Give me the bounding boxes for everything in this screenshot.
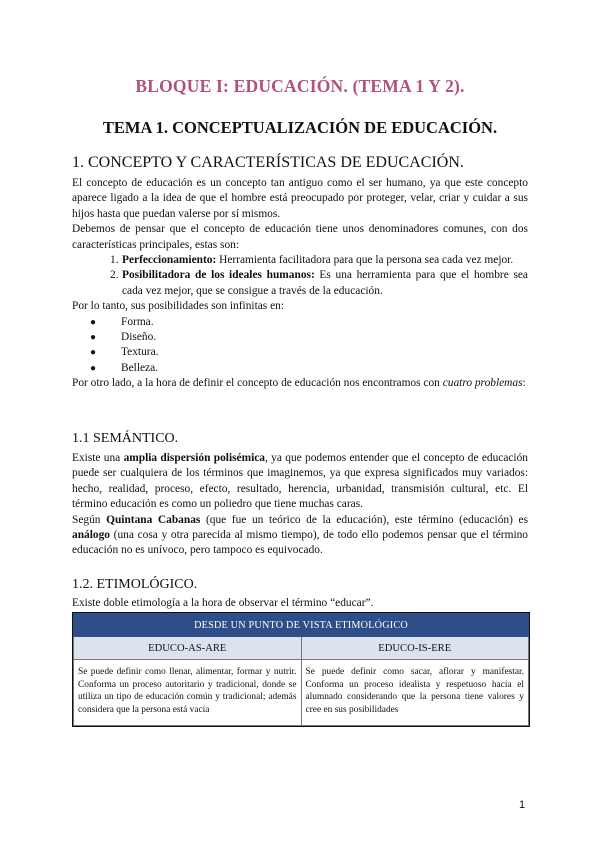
list-text: Herramienta facilitadora para que la persona sea cada vez mejor. <box>216 254 514 267</box>
section-1-heading: 1. CONCEPTO Y CARACTERÍSTICAS DE EDUCACIÓN. <box>72 154 464 171</box>
list-item: ● Diseño. <box>72 330 528 345</box>
tema-title: TEMA 1. CONCEPTUALIZACIÓN DE EDUCACIÓN. <box>102 118 498 137</box>
list-term: Perfeccionamiento: <box>122 254 217 267</box>
section-1-body <box>72 176 528 392</box>
section-1-1-heading: 1.1 SEMÁNTICO. <box>72 431 179 446</box>
table-row <box>74 660 529 726</box>
bullet-icon: ● <box>90 316 97 328</box>
emphasis: cuatro problemas <box>442 377 523 390</box>
characteristics-list <box>72 253 528 299</box>
list-text: Es una herramienta para que el hombre sea cada vez mejor, que se consigue a través de la educación. <box>122 269 528 297</box>
list-item: ● Forma. <box>72 315 528 330</box>
list-item <box>72 253 528 268</box>
paragraph: Existe doble etimología a la hora de observar el término “educar”. <box>72 597 374 609</box>
list-item: ● Belleza. <box>72 361 528 376</box>
list-term: Posibilitadora de los ideales humanos: <box>122 269 315 282</box>
section-1-2-heading: 1.2. ETIMOLÓGICO. <box>72 577 198 592</box>
section-1-1-body <box>72 451 528 559</box>
paragraph: Existe una amplia dispersión polisémica, ya que podemos entender que el concepto de educación puede ser cualquiera de los términos que imaginemos, ya que expresa significados muy variados: hecho, realidad, proceso, efecto, resultado, herencia, urbanidad, transmisión cultural, etc. El término educación es como un poliedro que tiene muchas caras. <box>72 452 528 511</box>
list-item <box>72 268 528 299</box>
bullet-icon: ● <box>90 332 97 344</box>
bloque-title: BLOQUE I: EDUCACIÓN. (TEMA 1 Y 2). <box>135 76 465 96</box>
column-header: EDUCO-IS-ERE <box>301 637 529 660</box>
table-cell: Se puede definir como sacar, aflorar y manifestar. Conforma un proceso idealista y respetuoso hacia el alumnado considerando que la persona tiene valores y cree en sus posibilidades <box>301 660 529 726</box>
paragraph: Debemos de pensar que el concepto de educación tiene unos denominadores comunes, con dos características principales, estas son: <box>72 223 528 251</box>
bullet-icon: ● <box>90 347 97 359</box>
table-header: DESDE UN PUNTO DE VISTA ETIMOLÓGICO <box>74 614 529 637</box>
list-item: ● Textura. <box>72 345 528 360</box>
bullet-icon: ● <box>90 362 97 374</box>
list-number: 2. <box>110 269 119 282</box>
possibilities-list <box>72 315 528 377</box>
section-1-2-body <box>72 596 528 611</box>
paragraph: Por lo tanto, sus posibilidades son infinitas en: <box>72 300 284 313</box>
paragraph: Por otro lado, a la hora de definir el concepto de educación nos encontramos con cuatro problemas: <box>72 377 526 390</box>
page-number: 1 <box>519 799 526 811</box>
etymology-table <box>72 612 530 727</box>
paragraph: Según Quintana Cabanas (que fue un teórico de la educación), este término (educación) es análogo (una cosa y otra parecida al mismo tiempo), de todo ello podemos pensar que el término educación no es unívoco, pero tampoco es equivocado. <box>72 513 528 557</box>
list-number: 1. <box>110 254 119 267</box>
table-cell: Se puede definir como llenar, alimentar, formar y nutrir. Conforma un proceso autoritario y tradicional, donde se utiliza un tipo de educación común y tradicional; además considera que la persona está vacía <box>74 660 302 726</box>
paragraph: El concepto de educación es un concepto tan antiguo como el ser humano, ya que este concepto aparece ligado a la idea de que el hombre está preocupado por proteger, velar, criar y cuidar a sus hijos hasta que puedan valerse por sí mismos. <box>72 177 528 220</box>
column-header: EDUCO-AS-ARE <box>74 637 302 660</box>
